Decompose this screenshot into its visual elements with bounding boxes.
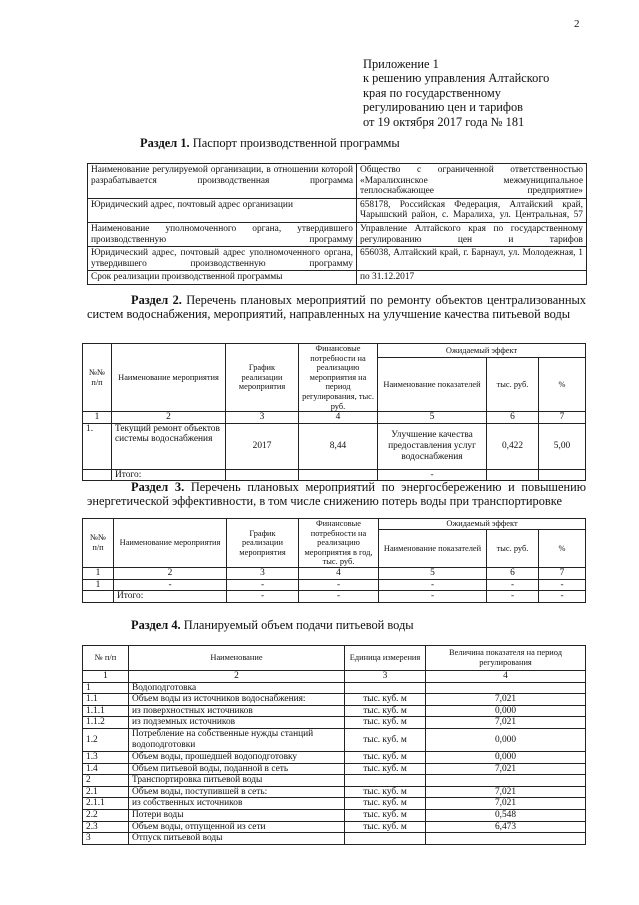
row-num: 1.4 — [83, 763, 129, 775]
row-unit: тыс. куб. м — [345, 694, 426, 706]
header-effect: Ожидаемый эффект — [378, 344, 586, 358]
row-num: 1.1.1 — [83, 705, 129, 717]
col-number: 5 — [378, 412, 487, 424]
table-row — [88, 271, 587, 285]
table-row — [83, 671, 586, 683]
row-num: 3 — [83, 833, 129, 845]
col-number: 4 — [426, 671, 586, 683]
col-number: 6 — [487, 568, 539, 580]
passport-value: Управление Алтайского края по государственному регулированию цен и тарифов — [357, 222, 587, 246]
total-label: Итого: — [114, 591, 227, 603]
appendix-line: к решению управления Алтайского — [363, 71, 550, 86]
row-value: 0,548 — [426, 809, 586, 821]
passport-label: Срок реализации производственной программы — [88, 271, 357, 285]
header-name: Наименование мероприятия — [114, 519, 227, 568]
table-row — [83, 694, 586, 706]
row-percent: 5,00 — [539, 423, 586, 469]
header-percent: % — [539, 530, 586, 568]
section2-heading — [87, 293, 586, 321]
row-name: Объем воды, прошедшей водоподготовку — [129, 751, 345, 763]
row-unit: тыс. куб. м — [345, 751, 426, 763]
row-value: 0,000 — [426, 728, 586, 751]
section1-title: Паспорт производственной программы — [192, 136, 400, 150]
row-value — [426, 775, 586, 787]
header-num: № п/п — [83, 646, 129, 671]
table-row — [83, 717, 586, 729]
row-name: Объем воды, поступившей в сеть: — [129, 786, 345, 798]
row-unit: тыс. куб. м — [345, 763, 426, 775]
row-cell: - — [299, 579, 379, 591]
appendix-line: от 19 октября 2017 года № 181 — [363, 114, 525, 129]
header-num: №№ п/п — [83, 344, 112, 412]
total-num — [83, 591, 114, 603]
col-number: 2 — [112, 412, 226, 424]
col-number: 3 — [227, 568, 299, 580]
header-value: Величина показателя на период регулирования — [426, 646, 586, 671]
passport-label: Юридический адрес, почтовый адрес уполномоченного органа, утвердившего производственную программу — [88, 247, 357, 271]
passport-value: 656038, Алтайский край, г. Барнаул, ул. Молодежная, 1 — [357, 247, 587, 271]
section4-number: Раздел 4. — [131, 618, 181, 632]
row-unit — [345, 775, 426, 787]
row-name: из подземных источников — [129, 717, 345, 729]
header-indicator: Наименование показателей — [378, 358, 487, 412]
row-value: 0,000 — [426, 705, 586, 717]
water-supply-volume-table — [82, 645, 586, 845]
section4-title: Планируемый объем подачи питьевой воды — [183, 618, 414, 632]
row-schedule: 2017 — [226, 423, 299, 469]
passport-label: Наименование регулируемой организации, в отношении которой разрабатывается производственная программа — [88, 164, 357, 199]
row-value: 7,021 — [426, 786, 586, 798]
header-schedule: График реализации мероприятия — [227, 519, 299, 568]
col-number: 1 — [83, 671, 129, 683]
header-name: Наименование — [129, 646, 345, 671]
row-unit: тыс. куб. м — [345, 786, 426, 798]
section2-number: Раздел 2. — [131, 293, 182, 307]
col-number: 4 — [299, 568, 379, 580]
row-unit: тыс. куб. м — [345, 798, 426, 810]
row-num: 1.1 — [83, 694, 129, 706]
row-name: Потребление на собственные нужды станций водоподготовки — [129, 728, 345, 751]
row-value — [426, 833, 586, 845]
row-value: 7,021 — [426, 717, 586, 729]
row-value: 0,000 — [426, 751, 586, 763]
passport-table — [87, 163, 587, 285]
row-cell: - — [487, 579, 539, 591]
col-number: 3 — [226, 412, 299, 424]
row-value: 7,021 — [426, 694, 586, 706]
row-num: 2 — [83, 775, 129, 787]
row-name: Транспортировка питьевой воды — [129, 775, 345, 787]
col-number: 2 — [114, 568, 227, 580]
row-unit — [345, 682, 426, 694]
row-cell: - — [227, 579, 299, 591]
section1-number: Раздел 1. — [140, 136, 190, 150]
row-value: 6,473 — [426, 821, 586, 833]
passport-value: Общество с ограниченной ответственностью «Маралихинское межмуниципальное теплоснабжающее предприятие» — [357, 164, 587, 199]
row-num: 1.1.2 — [83, 717, 129, 729]
table-row — [83, 751, 586, 763]
row-name: из поверхностных источников — [129, 705, 345, 717]
energy-saving-table — [82, 518, 586, 603]
header-finance: Финансовые потребности на реализацию мероприятия на период регулирования, тыс. руб. — [299, 344, 378, 412]
table-row — [83, 809, 586, 821]
total-cell: - — [227, 591, 299, 603]
passport-label: Юридический адрес, почтовый адрес организации — [88, 198, 357, 222]
row-num: 1.2 — [83, 728, 129, 751]
header-schedule: График реализации мероприятия — [226, 344, 299, 412]
total-cell: - — [487, 591, 539, 603]
repair-measures-table — [82, 343, 586, 481]
table-row — [88, 164, 587, 199]
table-row — [83, 423, 586, 469]
table-row — [83, 786, 586, 798]
col-number: 1 — [83, 568, 114, 580]
row-unit: тыс. куб. м — [345, 809, 426, 821]
header-thousand: тыс. руб. — [487, 358, 539, 412]
row-num: 1.3 — [83, 751, 129, 763]
table-row — [83, 763, 586, 775]
col-number: 7 — [539, 412, 586, 424]
appendix-note — [363, 57, 549, 129]
table-row — [83, 705, 586, 717]
total-cell: - — [539, 591, 586, 603]
col-number: 5 — [379, 568, 487, 580]
section4-heading — [131, 618, 414, 632]
row-value: 7,021 — [426, 798, 586, 810]
table-row — [83, 344, 586, 358]
table-row — [83, 775, 586, 787]
header-finance: Финансовые потребности на реализацию мероприятия в год, тыс. руб. — [299, 519, 379, 568]
row-value — [426, 682, 586, 694]
page-number: 2 — [574, 18, 580, 30]
col-number: 6 — [487, 412, 539, 424]
table-row — [88, 247, 587, 271]
total-cell: - — [299, 591, 379, 603]
row-name: Водоподготовка — [129, 682, 345, 694]
passport-value: 658178, Российская Федерация, Алтайский край, Чарышский район, с. Маралиха, ул. Центральная, 57 — [357, 198, 587, 222]
row-unit: тыс. куб. м — [345, 728, 426, 751]
table-row — [83, 682, 586, 694]
table-row — [83, 821, 586, 833]
total-value: - — [378, 469, 487, 481]
header-thousand: тыс. руб. — [487, 530, 539, 568]
row-value: 7,021 — [426, 763, 586, 775]
table-row — [83, 579, 586, 591]
header-num: №№ п/п — [83, 519, 114, 568]
row-name: Объем воды из источников водоснабжения: — [129, 694, 345, 706]
passport-value: по 31.12.2017 — [357, 271, 587, 285]
row-num: 2.1.1 — [83, 798, 129, 810]
row-unit: тыс. куб. м — [345, 705, 426, 717]
col-number: 1 — [83, 412, 112, 424]
header-indicator: Наименование показателей — [379, 530, 487, 568]
table-row — [83, 833, 586, 845]
row-num: 1 — [83, 682, 129, 694]
col-number: 7 — [539, 568, 586, 580]
row-thousand: 0,422 — [487, 423, 539, 469]
header-percent: % — [539, 358, 586, 412]
row-finance: 8,44 — [299, 423, 378, 469]
table-row — [88, 222, 587, 246]
col-number: 4 — [299, 412, 378, 424]
header-name: Наименование мероприятия — [112, 344, 226, 412]
row-name: Отпуск питьевой воды — [129, 833, 345, 845]
table-row — [83, 798, 586, 810]
table-row — [83, 591, 586, 603]
row-name: Объем воды, отпущенной из сети — [129, 821, 345, 833]
section3-title: Перечень плановых мероприятий по энергосбережению и повышению энергетической эффективности, в том числе снижению потерь воды при транспортировке — [87, 480, 586, 509]
appendix-line: края по государственному — [363, 85, 501, 100]
table-row — [88, 198, 587, 222]
table-row — [83, 646, 586, 671]
row-num: 1. — [83, 423, 112, 469]
col-number: 3 — [345, 671, 426, 683]
row-unit — [345, 833, 426, 845]
header-effect: Ожидаемый эффект — [379, 519, 586, 530]
total-label: Итого: — [112, 469, 226, 481]
header-unit: Единица измерения — [345, 646, 426, 671]
row-name: Объем питьевой воды, поданной в сеть — [129, 763, 345, 775]
row-cell: - — [114, 579, 227, 591]
row-num: 1 — [83, 579, 114, 591]
row-indicator: Улучшение качества предоставления услуг водоснабжения — [378, 423, 487, 469]
row-num: 2.1 — [83, 786, 129, 798]
table-row — [83, 568, 586, 580]
appendix-line: Приложение 1 — [363, 57, 439, 71]
table-row — [83, 412, 586, 424]
section3-number: Раздел 3. — [131, 480, 185, 494]
row-unit: тыс. куб. м — [345, 717, 426, 729]
appendix-line: регулированию цен и тарифов — [363, 100, 523, 115]
row-unit: тыс. куб. м — [345, 821, 426, 833]
table-row — [83, 519, 586, 530]
table-row — [83, 728, 586, 751]
row-num: 2.3 — [83, 821, 129, 833]
row-cell: - — [539, 579, 586, 591]
row-name: Текущий ремонт объектов системы водоснабжения — [112, 423, 226, 469]
row-name: Потери воды — [129, 809, 345, 821]
section1-heading — [140, 136, 400, 150]
col-number: 2 — [129, 671, 345, 683]
section2-title: Перечень плановых мероприятий по ремонту объектов централизованных систем водоснабжения, мероприятий, направленных на улучшение качества питьевой воды — [87, 293, 586, 322]
total-cell: - — [379, 591, 487, 603]
passport-label: Наименование уполномоченного органа, утвердившего производственную программу — [88, 222, 357, 246]
row-cell: - — [379, 579, 487, 591]
row-name: из собственных источников — [129, 798, 345, 810]
section3-heading — [87, 480, 586, 508]
row-num: 2.2 — [83, 809, 129, 821]
